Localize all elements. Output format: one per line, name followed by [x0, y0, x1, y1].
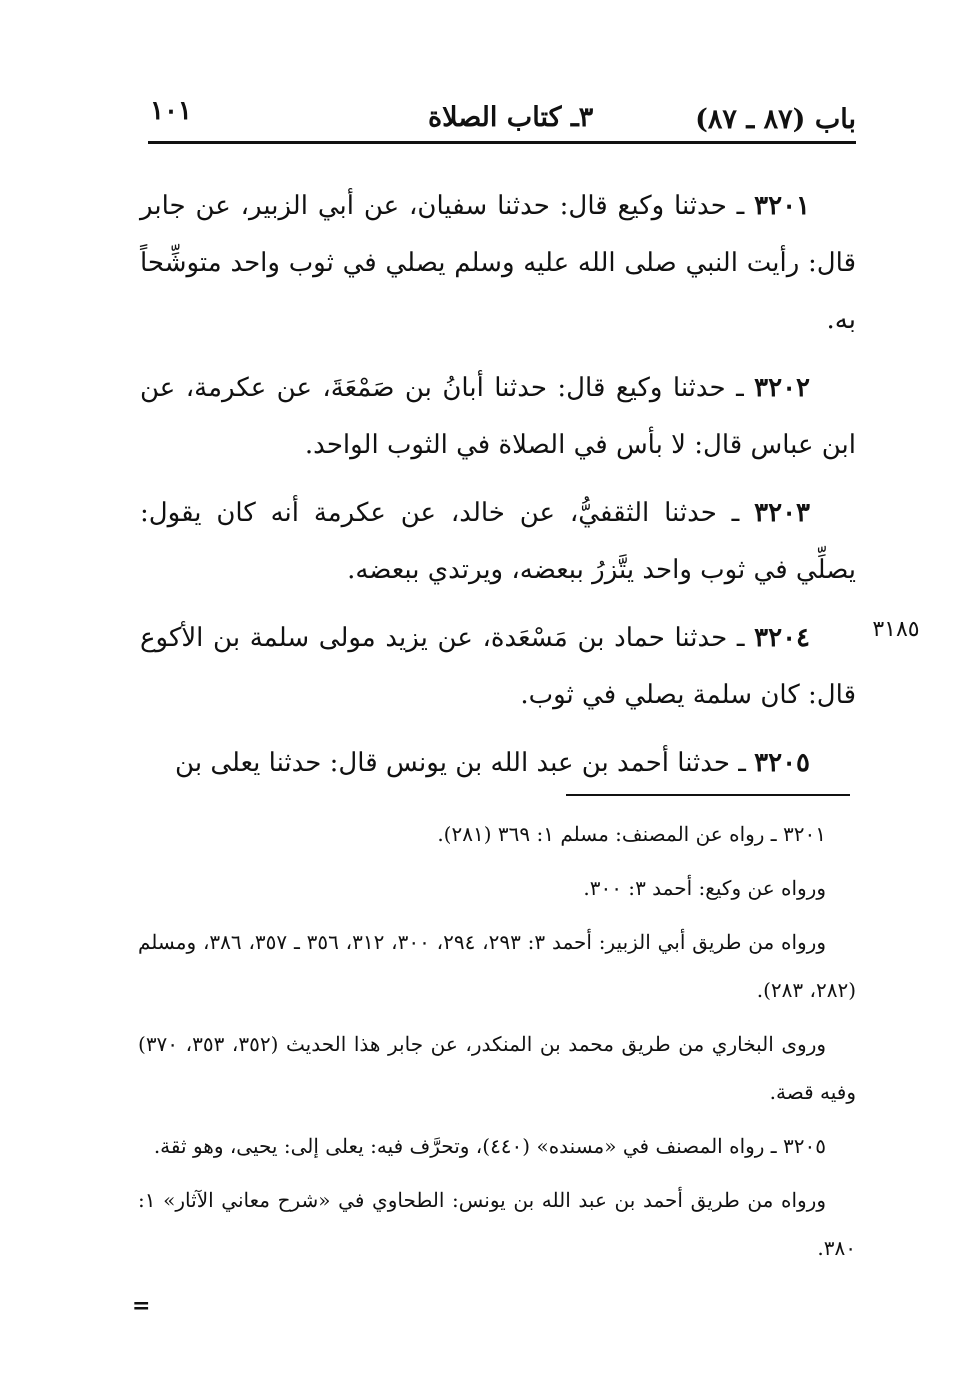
footnote: ورواه عن وكيع: أحمد ٣: ٣٠٠.	[583, 876, 826, 900]
footnote: ٣٢٠٥ ـ رواه المصنف في «مسنده» (٤٤٠)، وتحرَّف فيه: يعلى إلى: يحيى، وهو ثقة.	[153, 1134, 826, 1158]
main-text	[140, 178, 856, 803]
hadith-text: ـ حدثنا الثقفيُّ، عن خالد، عن عكرمة أنه كان يقول: يصلِّي في ثوب واحد يتَّزرُ ببعضه، ويرتدي ببعضه.	[140, 498, 856, 585]
hadith-3201	[140, 178, 856, 349]
hadith-number: ٣٢٠٣	[754, 498, 810, 528]
hadith-number: ٣٢٠٥	[754, 748, 810, 778]
hadith-3205	[140, 735, 856, 792]
hadith-3204	[140, 610, 856, 724]
header-rule	[148, 141, 856, 144]
page-number: ١٠١	[150, 96, 192, 126]
hadith-text: ـ حدثنا حماد بن مَسْعَدة، عن يزيد مولى سلمة بن الأكوع قال: كان سلمة يصلي في ثوب.	[140, 623, 856, 710]
hadith-3202	[140, 360, 856, 474]
footnote: ورواه من طريق أحمد بن عبد الله بن يونس: الطحاوي في «شرح معاني الآثار» ١: ٣٨٠.	[138, 1188, 856, 1260]
footnote: ٣٢٠١ ـ رواه عن المصنف: مسلم ١: ٣٦٩ (٢٨١).	[437, 822, 826, 846]
hadith-number: ٣٢٠٤	[754, 623, 810, 653]
footnote: ورواه من طريق أبي الزبير: أحمد ٣: ٢٩٣، ٢٩٤، ٣٠٠، ٣١٢، ٣٥٦ ـ ٣٥٧، ٣٨٦، ومسلم (٢٨٢، ٢٨٣).	[138, 930, 856, 1002]
hadith-number: ٣٢٠٢	[754, 373, 810, 403]
footnotes	[138, 810, 856, 1278]
footnote: وروى البخاري من طريق محمد بن المنكدر، عن جابر هذا الحديث (٣٥٢، ٣٥٣، ٣٧٠) وفيه قصة.	[138, 1032, 856, 1104]
hadith-text: ـ حدثنا وكيع قال: حدثنا أبانُ بن صَمْعَةَ، عن عكرمة، عن ابن عباس قال: لا بأس في الصلاة في الثوب الواحد.	[140, 373, 856, 460]
chapter-heading: باب (٨٧ ـ ٨٧)	[695, 104, 856, 135]
hadith-text: ـ حدثنا أحمد بن عبد الله بن يونس قال: حدثنا يعلى بن	[175, 748, 755, 778]
margin-reference-number: ٣١٨٥	[872, 617, 920, 642]
continuation-mark: =	[132, 1293, 151, 1319]
hadith-number: ٣٢٠١	[754, 191, 810, 221]
book-title: ٣ـ كتاب الصلاة	[428, 102, 594, 133]
page-header	[148, 96, 856, 146]
hadith-3203	[140, 485, 856, 599]
hadith-text: ـ حدثنا وكيع قال: حدثنا سفيان، عن أبي الزبير، عن جابر قال: رأيت النبي صلى الله عليه وسلم يصلي في ثوب واحد متوشِّحاً به.	[140, 191, 856, 335]
footnote-separator	[566, 794, 850, 796]
